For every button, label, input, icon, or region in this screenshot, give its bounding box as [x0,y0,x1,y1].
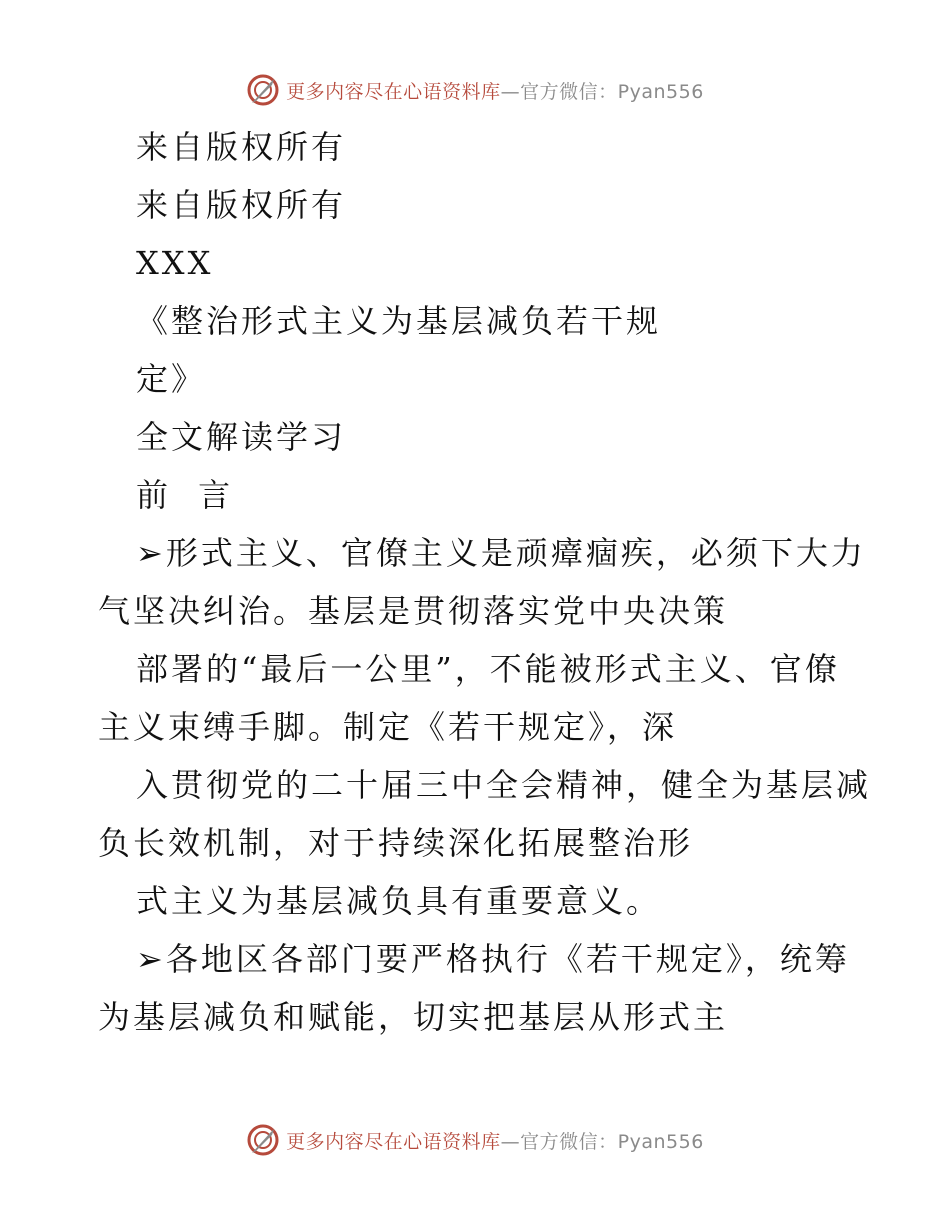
paragraph-line: 负长效机制，对于持续深化拓展整治形 [98,824,694,862]
document-title-line: 定》 [136,360,207,398]
paragraph-line: 为基层减负和赋能，切实把基层从形式主 [98,998,729,1036]
paragraph-line: 式主义为基层减负具有重要意义。 [136,882,662,920]
paragraph-line: 入贯彻党的二十届三中全会精神，健全为基层减 [136,766,872,804]
quill-logo-icon [246,73,280,107]
quill-logo-icon [246,1123,280,1157]
document-title-line: 《整治形式主义为基层减负若干规 [136,302,662,340]
banner-text [286,77,704,104]
footer-banner [0,1120,950,1160]
header-banner [0,70,950,110]
banner-sub-text: —官方微信：Pyan556 [500,80,704,103]
banner-sub-text: —官方微信：Pyan556 [500,1130,704,1153]
bullet-paragraph-line: ➢形式主义、官僚主义是顽瘴痼疾，必须下大力 [136,534,866,572]
subtitle-line: 全文解读学习 [136,418,347,456]
text-line: 来自版权所有 [136,186,347,224]
text-line: XXX [136,244,214,282]
paragraph-line: 主义束缚手脚。制定《若干规定》，深 [98,708,678,746]
bullet-paragraph-line: ➢各地区各部门要严格执行《若干规定》，统筹 [136,940,850,978]
section-heading: 前 言 [136,476,241,514]
text-line: 来自版权所有 [136,128,347,166]
banner-main-text: 更多内容尽在心语资料库 [286,80,501,103]
banner-text [286,1127,704,1154]
document-body [98,118,872,1046]
paragraph-line: 气坚决纠治。基层是贯彻落实党中央决策 [98,592,729,630]
paragraph-line: 部署的“最后一公里”，不能被形式主义、官僚 [136,650,840,688]
banner-main-text: 更多内容尽在心语资料库 [286,1130,501,1153]
